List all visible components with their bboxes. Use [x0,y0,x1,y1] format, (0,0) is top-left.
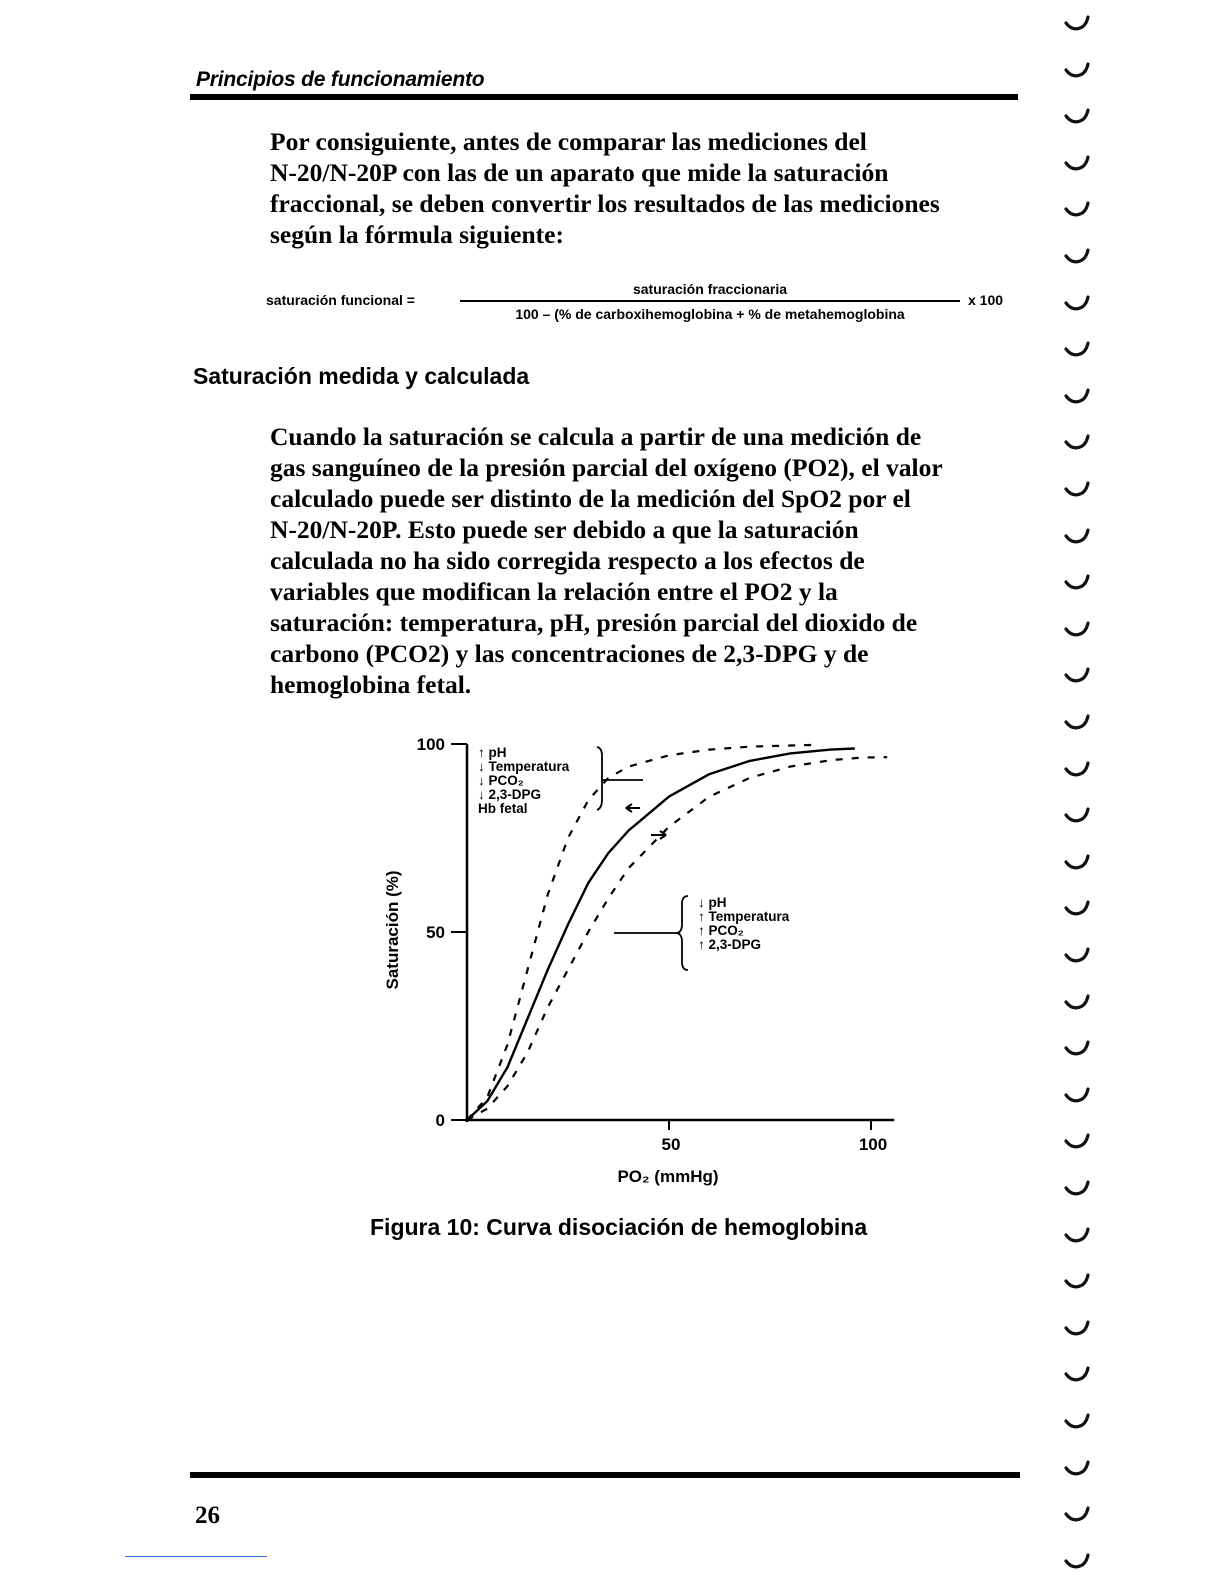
binding-ring-icon [1064,620,1092,640]
binding-ring-icon [1064,806,1092,826]
binding-ring-icon [1064,1412,1092,1432]
binding-ring-icon [1064,1039,1092,1059]
formula-denominator: 100 – (% de carboxihemoglobina + % de metahemoglobina [515,306,905,322]
binding-ring-icon [1064,1272,1092,1292]
annotation-left-item: ↓ PCO₂ [478,773,524,788]
binding-ring-icon [1064,946,1092,966]
binding-ring-icon [1064,14,1092,34]
paragraph-line: Cuando la saturación se calcula a partir de una medición de [270,422,922,451]
page-number: 26 [195,1502,220,1529]
binding-ring-icon [1064,1179,1092,1199]
binding-ring-icon [1064,340,1092,360]
annotation-right-item: ↑ Temperatura [698,909,790,924]
series-line-right-shift [467,757,887,1120]
binding-ring-icon [1064,1086,1092,1106]
binding-ring-icon [1064,573,1092,593]
formula-lhs: saturación funcional = [266,292,415,308]
x-tick-label: 100 [858,1135,888,1154]
binding-ring-icon [1064,200,1092,220]
paragraph-line: variables que modifican la relación entre el PO2 y la [270,577,838,606]
figure-caption: Figura 10: Curva disociación de hemoglobina [370,1214,868,1240]
y-tick-label: 50 [426,923,445,942]
binding-ring-icon [1064,154,1092,174]
annotation-left-item: ↑ pH [478,745,507,760]
annotation-left-item: Hb fetal [478,801,528,816]
footer-rule [190,1472,1020,1478]
left-shift-arrow [626,804,640,812]
x-axis-label: PO₂ (mmHg) [617,1167,719,1186]
y-axis-label: Saturación (%) [383,870,402,990]
binding-ring-icon [1064,1132,1092,1152]
chart-annotations [478,745,790,970]
section-heading: Saturación medida y calculada [193,363,530,389]
chart-axes [383,735,894,1186]
y-tick-label: 100 [416,735,445,754]
paragraph-line: gas sanguíneo de la presión parcial del oxígeno (PO2), el valor [270,453,943,482]
binding-ring-icon [1064,1226,1092,1246]
binding-ring-icon [1064,1459,1092,1479]
binding-ring-icon [1064,1552,1092,1572]
binding-ring-icon [1064,107,1092,127]
paragraph-line: según la fórmula siguiente: [270,220,564,249]
binding-ring-icon [1064,527,1092,547]
running-header-title: Principios de funcionamiento [196,68,485,91]
paragraph-line: carbono (PCO2) y las concentraciones de 2,3-DPG y de [270,639,869,668]
binding-ring-icon [1064,433,1092,453]
annotation-right-item: ↑ 2,3-DPG [698,937,762,952]
annotation-right-bracket [677,896,688,970]
paragraph-line: N-20/N-20P. Esto puede ser debido a que la saturación [270,515,859,544]
paragraph-line: N-20/N-20P con las de un aparato que mide la saturación [270,158,889,187]
binding-ring-icon [1064,993,1092,1013]
binding-ring-icon [1064,1365,1092,1385]
binding-ring-icon [1064,480,1092,500]
annotation-left-item: ↓ 2,3-DPG [478,787,542,802]
binding-ring-icon [1064,760,1092,780]
formula-multiplier: x 100 [968,292,1004,308]
paragraph-line: hemoglobina fetal. [270,670,472,699]
binding-ring-icon [1064,1505,1092,1525]
y-tick-label: 0 [435,1111,445,1130]
paragraph-line: Por consiguiente, antes de comparar las mediciones del [270,127,867,156]
binding-ring-icon [1064,294,1092,314]
binding-ring-icon [1064,713,1092,733]
annotation-right-item: ↑ PCO₂ [698,923,744,938]
paragraph-line: calculado puede ser distinto de la medición del SpO2 por el [270,484,911,513]
binding-ring-icon [1064,899,1092,919]
paragraph-line: calculada no ha sido corregida respecto a los efectos de [270,546,865,575]
annotation-right-item: ↓ pH [698,895,727,910]
annotation-left-item: ↓ Temperatura [478,759,570,774]
binding-ring-icon [1064,387,1092,407]
paragraph-line: saturación: temperatura, pH, presión parcial del dioxido de [270,608,918,637]
paragraph-line: fraccional, se deben convertir los resultados de las mediciones [270,189,940,218]
annotation-left-bracket [597,747,602,810]
binding-ring-icon [1064,247,1092,267]
link-underline [125,1556,267,1557]
binding-ring-icon [1064,666,1092,686]
binding-ring-icon [1064,61,1092,81]
x-tick-label: 50 [661,1135,681,1154]
binding-ring-icon [1064,1319,1092,1339]
binding-ring-icon [1064,853,1092,873]
formula-numerator: saturación fraccionaria [632,281,788,297]
